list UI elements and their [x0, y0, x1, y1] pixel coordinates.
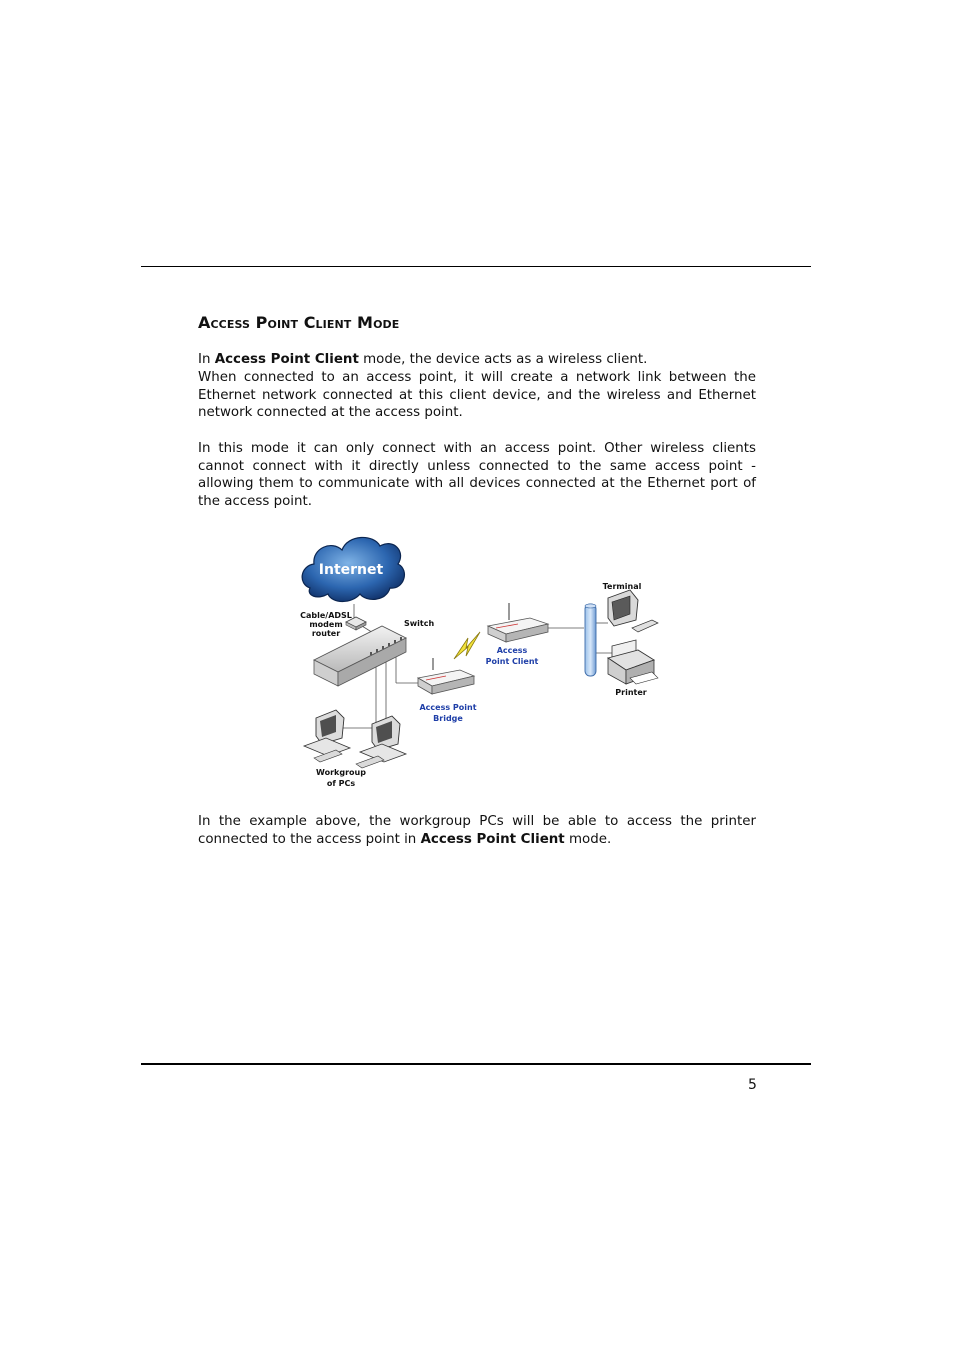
internet-label: Internet [318, 562, 384, 578]
ap-client-label-2: Point Client [485, 657, 539, 666]
network-diagram-svg [296, 528, 664, 792]
ethernet-segment-icon [585, 604, 596, 676]
wireless-signal-icon [454, 632, 480, 659]
terminal-label: Terminal [602, 582, 642, 591]
network-diagram [296, 528, 664, 792]
printer-label: Printer [615, 688, 647, 697]
restriction-paragraph: In this mode it can only connect with an access point. Other wireless clients cannot connect with it directly unless connected to the same access point - allowing them to communicate with all devices connected at the Ethernet port of the access point. [198, 441, 756, 510]
header-rule [141, 266, 811, 267]
ap-bridge-label-1: Access Point [419, 703, 477, 712]
terminal-icon [608, 590, 658, 632]
example-suffix: mode. [564, 831, 612, 847]
workgroup-label-2: of PCs [326, 779, 356, 788]
intro-mode-name: Access Point Client [214, 352, 359, 367]
modem-label-3: router [311, 629, 341, 638]
switch-label: Switch [404, 619, 435, 628]
intro-suffix: mode, the device acts as a wireless client. [358, 352, 648, 367]
example-paragraph [198, 813, 756, 848]
intro-paragraph [198, 351, 756, 369]
workgroup-label-1: Workgroup [316, 768, 366, 777]
workgroup-pc-icon [304, 710, 350, 762]
intro-prefix: In [198, 352, 215, 367]
section-title: Access Point Client Mode [198, 313, 400, 332]
ap-bridge-icon [418, 658, 474, 694]
connection-lines [340, 604, 614, 728]
connection-paragraph: When connected to an access point, it will create a network link between the Ethernet network connected at this client device, and the wireless and Ethernet network connected at the access point. [198, 370, 756, 421]
workgroup-pc-icon [356, 716, 406, 768]
footer-rule [141, 1063, 811, 1065]
example-mode-name: Access Point Client [420, 831, 565, 847]
printer-icon [608, 640, 658, 684]
page-number: 5 [748, 1077, 757, 1093]
modem-label-1: Cable/ADSL [300, 611, 352, 620]
ap-client-icon [488, 603, 548, 642]
ap-client-label-1: Access [496, 646, 528, 655]
internet-cloud-icon [302, 537, 404, 601]
example-prefix: In the example above, the workgroup PCs will be able to access the printer connected to the access point in [198, 814, 756, 847]
modem-label-2: modem [309, 620, 343, 629]
ap-bridge-label-2: Bridge [433, 714, 463, 723]
